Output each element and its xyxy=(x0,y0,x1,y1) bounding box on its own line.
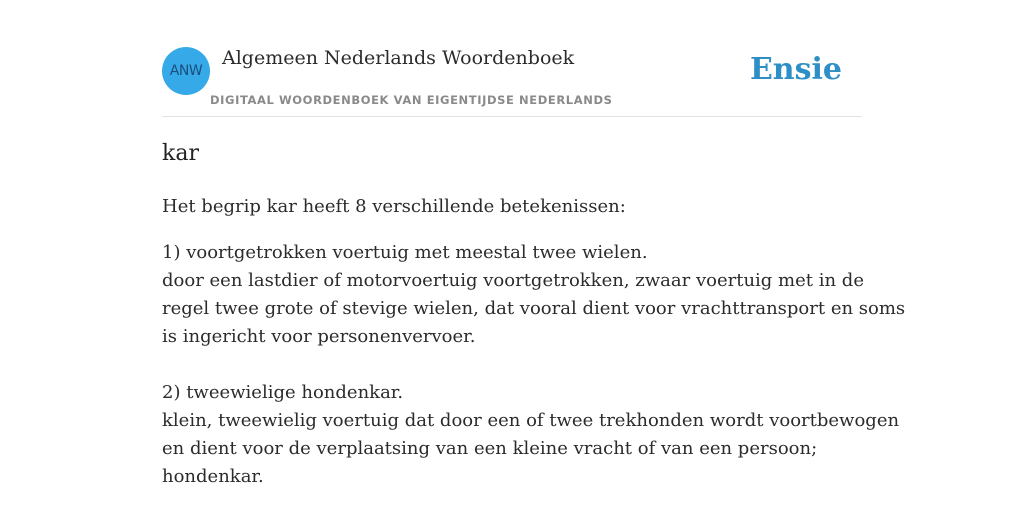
meaning-item xyxy=(162,379,900,491)
site-subtitle: DIGITAAL WOORDENBOEK VAN EIGENTIJDSE NEDERLANDS xyxy=(210,93,613,107)
meaning-heading: 2) tweewielige hondenkar. xyxy=(162,382,404,403)
meaning-line: en dient voor de verplaatsing van een kleine vracht of van een persoon; xyxy=(162,438,818,459)
logo-text: ANW xyxy=(169,63,203,79)
site-header xyxy=(162,46,862,117)
meaning-line: klein, tweewielig voertuig dat door een of twee trekhonden wordt voortbewogen xyxy=(162,410,900,431)
anw-logo[interactable] xyxy=(162,47,210,95)
meaning-line: door een lastdier of motorvoertuig voortgetrokken, zwaar voertuig met in de xyxy=(162,270,864,291)
meaning-line: is ingericht voor personenvervoer. xyxy=(162,326,476,347)
meanings-list xyxy=(162,239,906,512)
meaning-line: hondenkar. xyxy=(162,466,264,487)
meaning-line: regel twee grote of stevige wielen, dat vooral dient voor vrachttransport en soms xyxy=(162,298,906,319)
entry-word: kar xyxy=(162,141,199,166)
site-title[interactable]: Algemeen Nederlands Woordenboek xyxy=(222,47,575,69)
meaning-item xyxy=(162,239,906,351)
entry-intro: Het begrip kar heeft 8 verschillende betekenissen: xyxy=(162,196,626,217)
meaning-heading: 1) voortgetrokken voertuig met meestal twee wielen. xyxy=(162,242,648,263)
ensie-brand-link[interactable]: Ensie xyxy=(749,52,842,87)
